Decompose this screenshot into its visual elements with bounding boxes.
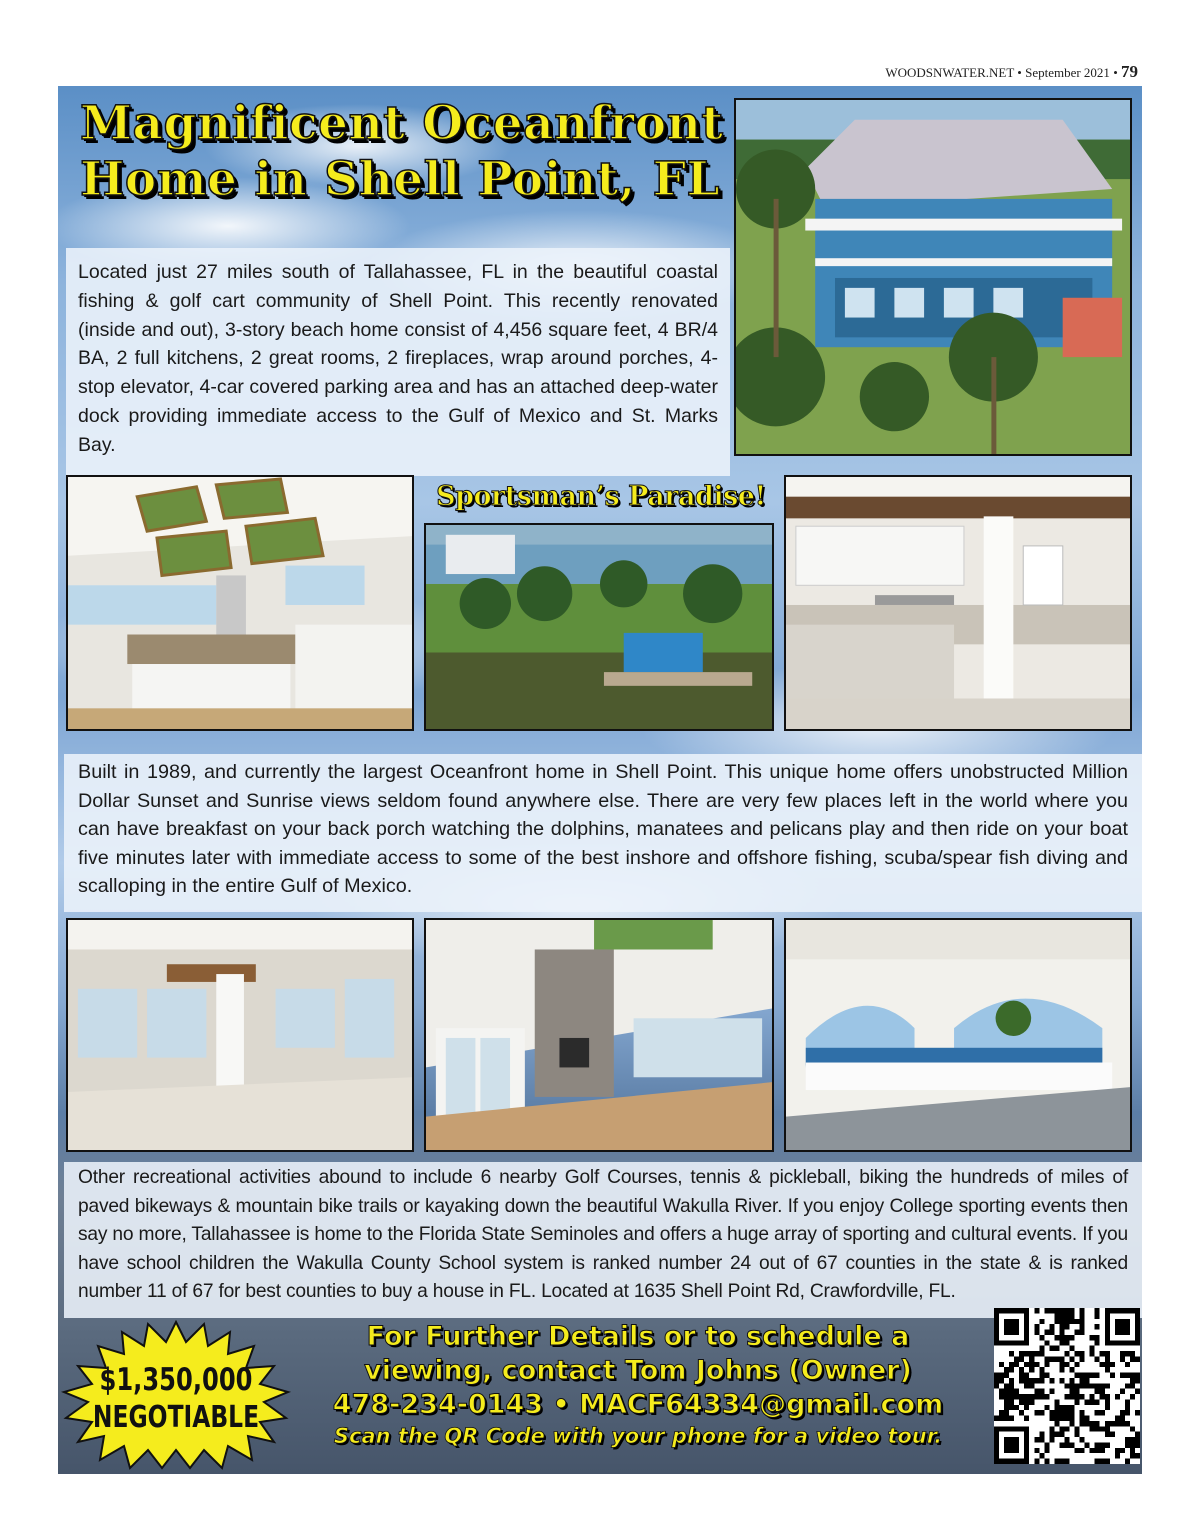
price-starburst <box>60 1320 292 1470</box>
intro-paragraph: Located just 27 miles south of Tallahassee, FL in the beautiful coastal fishing & golf cart community of Shell Point. This recently renovated (inside and out), 3-story beach home consist of 4,456 square feet, 4 BR/4 BA, 2 full kitchens, 2 great rooms, 2 fireplaces, wrap around porches, 4-stop elevator, 4-car covered parking area and has an attached deep-water dock providing immediate access to the Gulf of Mexico and St. Marks Bay. <box>66 248 730 476</box>
page-folio <box>885 62 1138 82</box>
photo-great-room-fireplace <box>424 918 774 1152</box>
qr-instruction: Scan the QR Code with your phone for a video tour. <box>333 1424 943 1448</box>
page-number: 79 <box>1121 62 1138 81</box>
folio-bullet-2: • <box>1113 65 1118 80</box>
advertisement <box>58 86 1142 1474</box>
issue-date: September 2021 <box>1025 65 1110 80</box>
contact-separator: • <box>552 1389 570 1420</box>
photo-aerial-dock <box>424 523 774 731</box>
photo-covered-porch <box>784 918 1132 1152</box>
qr-code[interactable] <box>994 1308 1140 1464</box>
headline <box>80 96 724 209</box>
contact-email[interactable]: MACF64334@gmail.com <box>579 1389 944 1420</box>
headline-line-1: Magnificent Oceanfront <box>80 96 724 151</box>
recreation-paragraph: Other recreational activities abound to include 6 nearby Golf Courses, tennis & pickleball, biking the hundreds of miles of paved bikeways & mountain bike trails or kayaking down the beautiful Wakulla River. If you enjoy College sporting events then say no more, Tallahassee is home to the Florida State Seminoles and offers a huge array of sporting and cultural events. If you have school children the Wakulla County School system is ranked number 24 out of 67 counties in the state & is ranked number 11 of 67 for best counties to buy a house in FL. Located at 1635 Shell Point Rd, Crawfordville, FL. <box>64 1162 1142 1318</box>
folio-bullet: • <box>1017 65 1022 80</box>
photo-kitchen-skylights <box>66 475 414 731</box>
sportsman-banner: Sportsman’s Paradise! <box>436 481 766 512</box>
photo-white-kitchen <box>784 475 1132 731</box>
contact-phone-email <box>298 1388 978 1422</box>
price-amount: $1,350,000 <box>99 1362 253 1398</box>
publication-name: WOODSNWATER.NET <box>885 65 1015 80</box>
contact-block <box>298 1320 978 1450</box>
photo-aerial-house <box>734 98 1132 456</box>
photo-empty-room <box>66 918 414 1152</box>
contact-line-2: viewing, contact Tom Johns (Owner) <box>364 1355 912 1386</box>
price-terms: NEGOTIABLE <box>92 1400 260 1435</box>
contact-phone[interactable]: 478-234-0143 <box>332 1389 544 1420</box>
qr-code-image <box>994 1308 1140 1464</box>
headline-line-2: Home in Shell Point, FL <box>80 152 721 208</box>
description-paragraph: Built in 1989, and currently the largest Oceanfront home in Shell Point. This unique home offers unobstructed Million Dollar Sunset and Sunrise views seldom found anywhere else. There are very few places left in the world where you can have breakfast on your back porch watching the dolphins, manatees and pelicans play and then ride on your boat five minutes later with immediate access to some of the best inshore and offshore fishing, scuba/spear fish diving and scalloping in the entire Gulf of Mexico. <box>64 754 1142 912</box>
contact-line-1: For Further Details or to schedule a <box>366 1321 910 1352</box>
